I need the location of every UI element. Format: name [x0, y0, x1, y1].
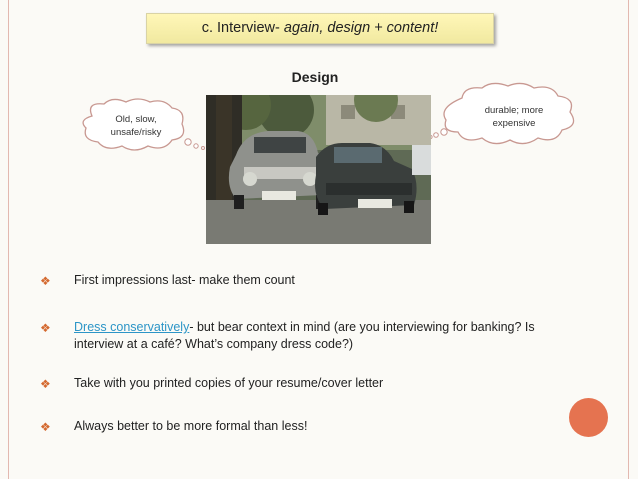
bullet-item: ❖ Take with you printed copies of your resume/cover letter: [40, 376, 384, 391]
dress-link[interactable]: Dress conservatively: [74, 320, 190, 334]
bullet-item: ❖ Always better to be more formal than less!: [40, 419, 308, 434]
cars-photo: [206, 95, 431, 244]
left-margin-line: [8, 0, 9, 479]
bullet-item: ❖ First impressions last- make them count: [40, 273, 295, 288]
bullet-icon: ❖: [40, 377, 51, 391]
title-italic: again, design + content!: [283, 20, 439, 36]
cloud-left-text: Old, slow, unsafe/risky: [110, 114, 162, 138]
design-heading: Design: [291, 69, 339, 85]
decorative-circle: [569, 398, 608, 437]
right-margin-line: [628, 0, 629, 479]
bullet-icon: ❖: [40, 274, 51, 288]
slide-title: [146, 13, 494, 44]
bullet-item: ❖ Dress conservatively- but bear context in mind (are you interviewing for banking? Is interview at a café? What’s company dress code?): [40, 320, 535, 351]
title-plain: c. Interview-: [201, 20, 284, 36]
bullet-icon: ❖: [40, 321, 51, 335]
bullet-list: [40, 272, 570, 435]
cloud-right-text: durable; more expensive: [484, 105, 544, 129]
bullet-icon: ❖: [40, 420, 51, 434]
